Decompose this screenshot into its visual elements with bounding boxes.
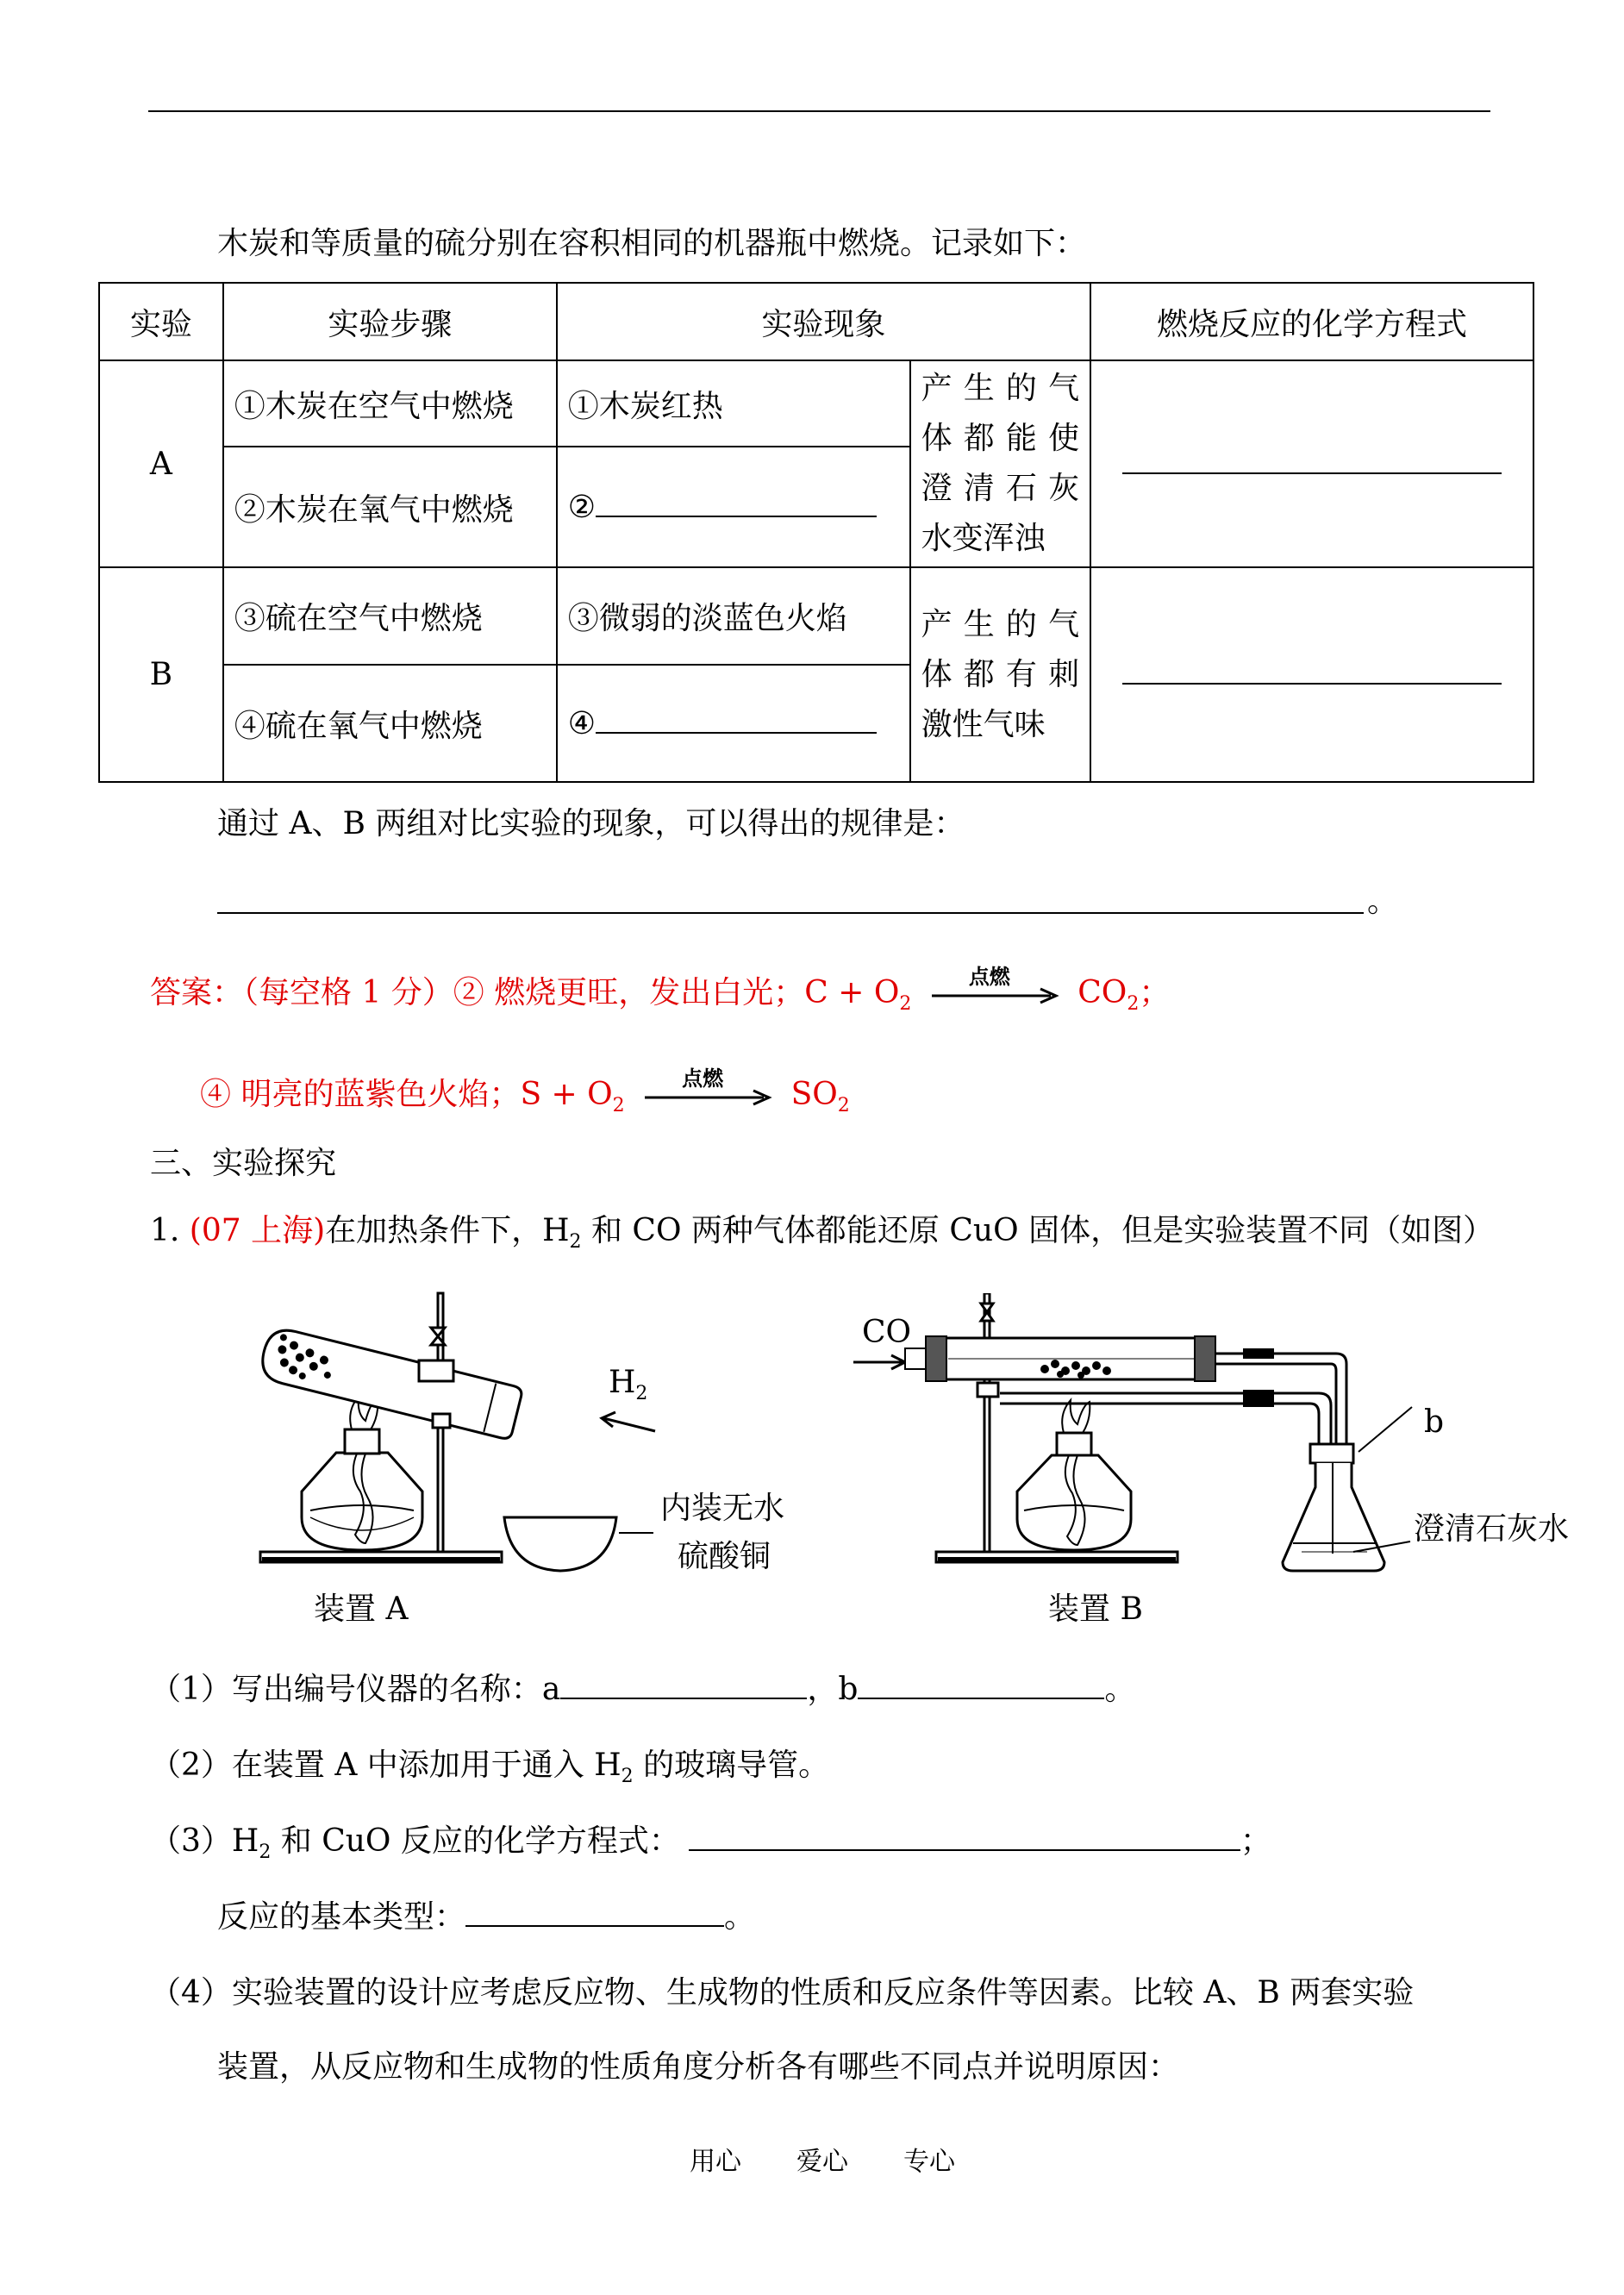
test-tube xyxy=(258,1325,523,1440)
obs-4-blank[interactable] xyxy=(596,729,877,734)
equation-b-blank[interactable] xyxy=(1122,679,1502,685)
evaporating-dish xyxy=(504,1517,616,1571)
th-equation: 燃烧反应的化学方程式 xyxy=(1090,283,1533,360)
alcohol-lamp xyxy=(1017,1400,1131,1550)
question-text: 通过 A、B 两组对比实验的现象，可以得出的规律是： xyxy=(217,806,965,841)
section-heading: 三、实验探究 xyxy=(150,1146,337,1181)
equation-a-blank[interactable] xyxy=(1122,469,1502,474)
th-phenomena: 实验现象 xyxy=(557,283,1090,360)
blank-b[interactable] xyxy=(858,1694,1104,1699)
reaction-type-blank[interactable] xyxy=(465,1922,724,1927)
caption-a: 装置 A xyxy=(314,1591,409,1627)
conical-flask xyxy=(1283,1444,1384,1571)
reaction-type: 反应的基本类型： 。 xyxy=(217,1899,756,1935)
sub-question-4-line-1: （4）实验装置的设计应考虑反应物、生成物的性质和反应条件等因素。比较 A、B 两套实验 xyxy=(150,1975,1415,2010)
arrow-icon xyxy=(930,987,1059,1004)
equation-b-cell xyxy=(1090,567,1533,782)
label-h2: $H_2$ xyxy=(609,1365,648,1404)
answer-line-1: 答案：（每空格 1 分）② 燃烧更旺，发出白光；$C + O_2$ 点燃 $CO_2$； xyxy=(150,974,1170,1023)
blank-a[interactable] xyxy=(560,1694,807,1699)
condition-1: 点燃 xyxy=(968,964,1010,989)
arrow-icon xyxy=(643,1089,772,1106)
question-source: (07 上海) xyxy=(189,1213,326,1248)
group-b-note: 产 生 的 气 体 都 有 刺 激性气味 xyxy=(910,567,1091,782)
step-3: ③硫在空气中燃烧 xyxy=(223,567,557,665)
h2-arrow xyxy=(602,1412,655,1431)
sub-question-4-line-2: 装置，从反应物和生成物的性质角度分析各有哪些不同点并说明原因： xyxy=(217,2049,1180,2085)
obs-1: ①木炭红热 xyxy=(557,360,910,447)
wing-nut xyxy=(981,1304,993,1321)
clamp xyxy=(419,1360,453,1381)
intro-text: 木炭和等质量的硫分别在容积相同的机器瓶中燃烧。记录如下： xyxy=(217,226,1087,261)
equation-blank[interactable] xyxy=(689,1846,1240,1851)
label-co: CO xyxy=(862,1315,912,1350)
th-steps: 实验步骤 xyxy=(223,283,557,360)
label-b: b xyxy=(1424,1404,1445,1440)
rule-blank[interactable] xyxy=(217,912,1364,914)
experiment-table xyxy=(98,282,1534,783)
obs-2-blank[interactable] xyxy=(596,512,877,517)
label-cuso4-2: 硫酸铜 xyxy=(678,1539,771,1574)
obs-4-cell: ④ xyxy=(557,665,910,782)
answer-line-2: ④ 明亮的蓝紫色火焰；$S + O_2$ 点燃 $SO_2$ xyxy=(200,1076,850,1125)
apparatus-a-figure xyxy=(250,1285,698,1578)
caption-b: 装置 B xyxy=(1048,1591,1143,1627)
alcohol-lamp xyxy=(302,1397,422,1550)
iron-stand-rod xyxy=(984,1293,990,1552)
co-arrow xyxy=(853,1355,905,1369)
step-1: ①木炭在空气中燃烧 xyxy=(223,360,557,447)
question-1: 1. (07 上海)在加热条件下，$H_2$ 和 CO 两种气体都能还原 CuO 固体，但是实验装置不同（如图） xyxy=(150,1213,1495,1253)
sub-question-1: （1）写出编号仪器的名称：a ，b 。 xyxy=(150,1672,1136,1707)
label-limewater: 澄清石灰水 xyxy=(1414,1511,1570,1547)
question-end: 。 xyxy=(1367,884,1399,919)
obs-3: ③微弱的淡蓝色火焰 xyxy=(557,567,910,665)
th-experiment: 实验 xyxy=(99,283,223,360)
sub-question-3: $(3)H_2$ 和 CuO 反应的化学方程式： ； xyxy=(150,1823,1271,1863)
footer: 用心 爱心 专心 xyxy=(690,2147,955,2177)
header-rule xyxy=(148,110,1490,112)
equation-a-cell xyxy=(1090,360,1533,567)
group-a-label: A xyxy=(99,360,223,567)
label-cuso4-1: 内装无水 xyxy=(660,1491,785,1526)
group-a-note: 产 生 的 气 体 都 能 使 澄 清 石 灰 水变浑浊 xyxy=(910,360,1091,567)
obs-2-cell: ② xyxy=(557,447,910,567)
sub-question-2: （2）在装置 A 中添加用于通入 $H_2$ 的玻璃导管。 xyxy=(150,1748,830,1787)
apparatus-b-figure xyxy=(853,1293,1422,1586)
group-b-label: B xyxy=(99,567,223,782)
step-2: ②木炭在氧气中燃烧 xyxy=(223,447,557,567)
condition-2: 点燃 xyxy=(682,1066,724,1091)
hard-glass-tube xyxy=(905,1336,1215,1381)
step-4: ④硫在氧气中燃烧 xyxy=(223,665,557,782)
